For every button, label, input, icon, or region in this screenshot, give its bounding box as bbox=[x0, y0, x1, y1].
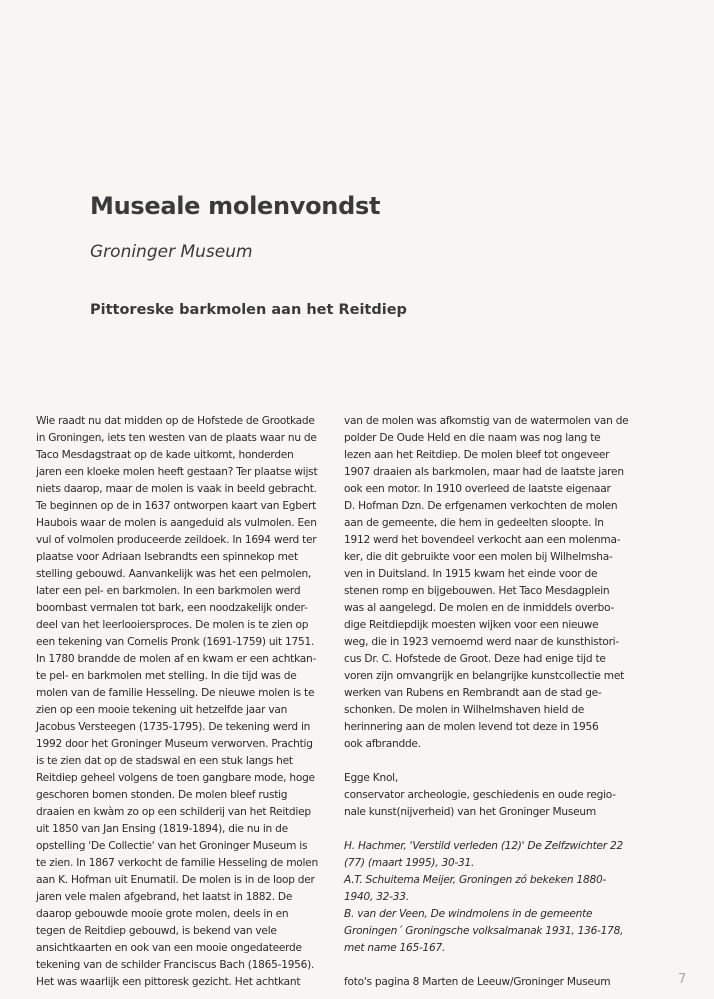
body-text-line: D. Hofman Dzn. De erfgenamen verkochten de molen bbox=[344, 500, 618, 512]
author-block bbox=[344, 770, 644, 821]
body-text-line: cus Dr. C. Hofstede de Groot. Deze had enige tijd te bbox=[344, 653, 606, 665]
body-text-line: opstelling 'De Collectie' van het Groninger Museum is bbox=[36, 840, 308, 852]
reference-line: 1940, 32-33. bbox=[344, 891, 409, 903]
body-text-line: 1907 draaien als barkmolen, maar had de laatste jaren bbox=[344, 466, 624, 478]
body-text-line: aan de gemeente, die hem in gedeelten sloopte. In bbox=[344, 517, 604, 529]
body-text-line: uit 1850 van Jan Ensing (1819-1894), die nu in de bbox=[36, 823, 288, 835]
body-text-line: daarop gebouwde mooie grote molen, deels in en bbox=[36, 908, 289, 920]
body-text-line: was al aangelegd. De molen en de inmiddels overbo- bbox=[344, 602, 615, 614]
body-column-right bbox=[344, 413, 644, 991]
body-text-line: dige Reitdiepdijk moesten wijken voor een nieuwe bbox=[344, 619, 599, 631]
article-subtitle: Groninger Museum bbox=[90, 242, 253, 262]
body-text-line: lezen aan het Reitdiep. De molen bleef tot ongeveer bbox=[344, 449, 610, 461]
body-text-line: draaien en kwàm zo op een schilderij van het Reitdiep bbox=[36, 806, 311, 818]
author-role-line: nale kunst(nijverheid) van het Groninger Museum bbox=[344, 806, 596, 818]
body-text-line: Wie raadt nu dat midden op de Hofstede de Grootkade bbox=[36, 415, 315, 427]
article-title: Museale molenvondst bbox=[90, 192, 381, 220]
body-text-line: te zien. In 1867 verkocht de familie Hesseling de molen bbox=[36, 857, 318, 869]
body-text-line: weg, die in 1923 vernoemd werd naar de kunsthistori- bbox=[344, 636, 619, 648]
body-text-line: in Groningen, iets ten westen van de plaats waar nu de bbox=[36, 432, 317, 444]
body-text-line: is te zien dat op de stadswal en een stuk langs het bbox=[36, 755, 293, 767]
body-text-line: Het was waarlijk een pittoresk gezicht. Het achtkant bbox=[36, 976, 301, 988]
body-text-line: aan K. Hofman uit Enumatil. De molen is in de loop der bbox=[36, 874, 315, 886]
body-text-line: geschoren bomen stonden. De molen bleef rustig bbox=[36, 789, 288, 801]
paragraph-gap bbox=[344, 753, 644, 770]
body-text-line: tekening van de schilder Franciscus Bach (1865-1956). bbox=[36, 959, 315, 971]
body-text-line: Reitdiep geheel volgens de toen gangbare mode, hoge bbox=[36, 772, 315, 784]
body-text-line: plaatse voor Adriaan Isebrandts een spinnekop met bbox=[36, 551, 298, 563]
body-text-line: 1912 werd het bovendeel verkocht aan een molenma- bbox=[344, 534, 621, 546]
reference-line: A.T. Schuitema Meijer, Groningen zó bekeken 1880- bbox=[344, 874, 607, 886]
section-heading: Pittoreske barkmolen aan het Reitdiep bbox=[90, 302, 407, 318]
paragraph-gap bbox=[344, 957, 644, 974]
body-text-line: herinnering aan de molen levend tot deze in 1956 bbox=[344, 721, 599, 733]
body-text-line: ker, die dit gebruikte voor een molen bij Wilhelmsha- bbox=[344, 551, 613, 563]
body-text-line: schonken. De molen in Wilhelmshaven hield de bbox=[344, 704, 585, 716]
body-text-line: molen van de familie Hesseling. De nieuwe molen is te bbox=[36, 687, 315, 699]
reference-line: (77) (maart 1995), 30-31. bbox=[344, 857, 475, 869]
body-text-line: Haubois waar de molen is aangeduid als vulmolen. Een bbox=[36, 517, 317, 529]
body-text-line: boombast vermalen tot bark, een noodzakelijk onder- bbox=[36, 602, 308, 614]
body-text-line: zien op een mooie tekening uit hetzelfde jaar van bbox=[36, 704, 288, 716]
body-text-line: tegen de Reitdiep gebouwd, is bekend van vele bbox=[36, 925, 277, 937]
body-text-line: deel van het leerlooiersproces. De molen is te zien op bbox=[36, 619, 309, 631]
body-text-line: Taco Mesdagstraat op de kade uitkomt, honderden bbox=[36, 449, 294, 461]
body-text-line: 1992 door het Groninger Museum verworven. Prachtig bbox=[36, 738, 313, 750]
body-text-line: van de molen was afkomstig van de watermolen van de bbox=[344, 415, 629, 427]
body-text-line: ook een motor. In 1910 overleed de laatste eigenaar bbox=[344, 483, 611, 495]
body-text-line: voren zijn omvangrijk en belangrijke kunstcollectie met bbox=[344, 670, 625, 682]
body-text-line: ansichtkaarten en ook van een mooie ongedateerde bbox=[36, 942, 302, 954]
body-text-line: niets daarop, maar de molen is vaak in beeld gebracht. bbox=[36, 483, 317, 495]
reference-line: H. Hachmer, 'Verstild verleden (12)' De Zelfzwichter 22 bbox=[344, 840, 623, 852]
reference-line: B. van der Veen, De windmolens in de gemeente bbox=[344, 908, 593, 920]
body-text-line: stenen romp en bijgebouwen. Het Taco Mesdagplein bbox=[344, 585, 610, 597]
photo-credit: foto's pagina 8 Marten de Leeuw/Groninger Museum bbox=[344, 976, 611, 988]
author-name: Egge Knol, bbox=[344, 772, 398, 784]
body-text-line: een tekening van Cornelis Pronk (1691-1759) uit 1751. bbox=[36, 636, 315, 648]
body-column-left bbox=[36, 413, 336, 991]
body-text-line: In 1780 brandde de molen af en kwam er een achtkan- bbox=[36, 653, 317, 665]
body-text-line: ven in Duitsland. In 1915 kwam het einde voor de bbox=[344, 568, 598, 580]
reference-line: Groningen´ Groningsche volksalmanak 1931, 136-178, bbox=[344, 925, 624, 937]
body-text-line: Jacobus Versteegen (1735-1795). De tekening werd in bbox=[36, 721, 311, 733]
body-text-line: later een pel- en barkmolen. In een barkmolen werd bbox=[36, 585, 301, 597]
body-text-right bbox=[344, 413, 644, 753]
body-text-line: polder De Oude Held en die naam was nog lang te bbox=[344, 432, 601, 444]
body-text-line: stelling gebouwd. Aanvankelijk was het een pelmolen, bbox=[36, 568, 312, 580]
body-text-line: vul of volmolen produceerde zeildoek. In 1694 werd ter bbox=[36, 534, 317, 546]
paragraph-gap bbox=[344, 821, 644, 838]
body-text-line: ook afbrandde. bbox=[344, 738, 421, 750]
body-text-line: jaren een kloeke molen heeft gestaan? Ter plaatse wijst bbox=[36, 466, 318, 478]
body-text-line: Te beginnen op de in 1637 ontworpen kaart van Egbert bbox=[36, 500, 317, 512]
reference-line: met name 165-167. bbox=[344, 942, 446, 954]
body-text-line: werken van Rubens en Rembrandt aan de stad ge- bbox=[344, 687, 602, 699]
references-block bbox=[344, 838, 644, 957]
body-text-line: jaren vele malen afgebrand, het laatst in 1882. De bbox=[36, 891, 293, 903]
page-number: 7 bbox=[678, 972, 687, 987]
body-text-line: te pel- en barkmolen met stelling. In die tijd was de bbox=[36, 670, 297, 682]
author-role-line: conservator archeologie, geschiedenis en oude regio- bbox=[344, 789, 616, 801]
